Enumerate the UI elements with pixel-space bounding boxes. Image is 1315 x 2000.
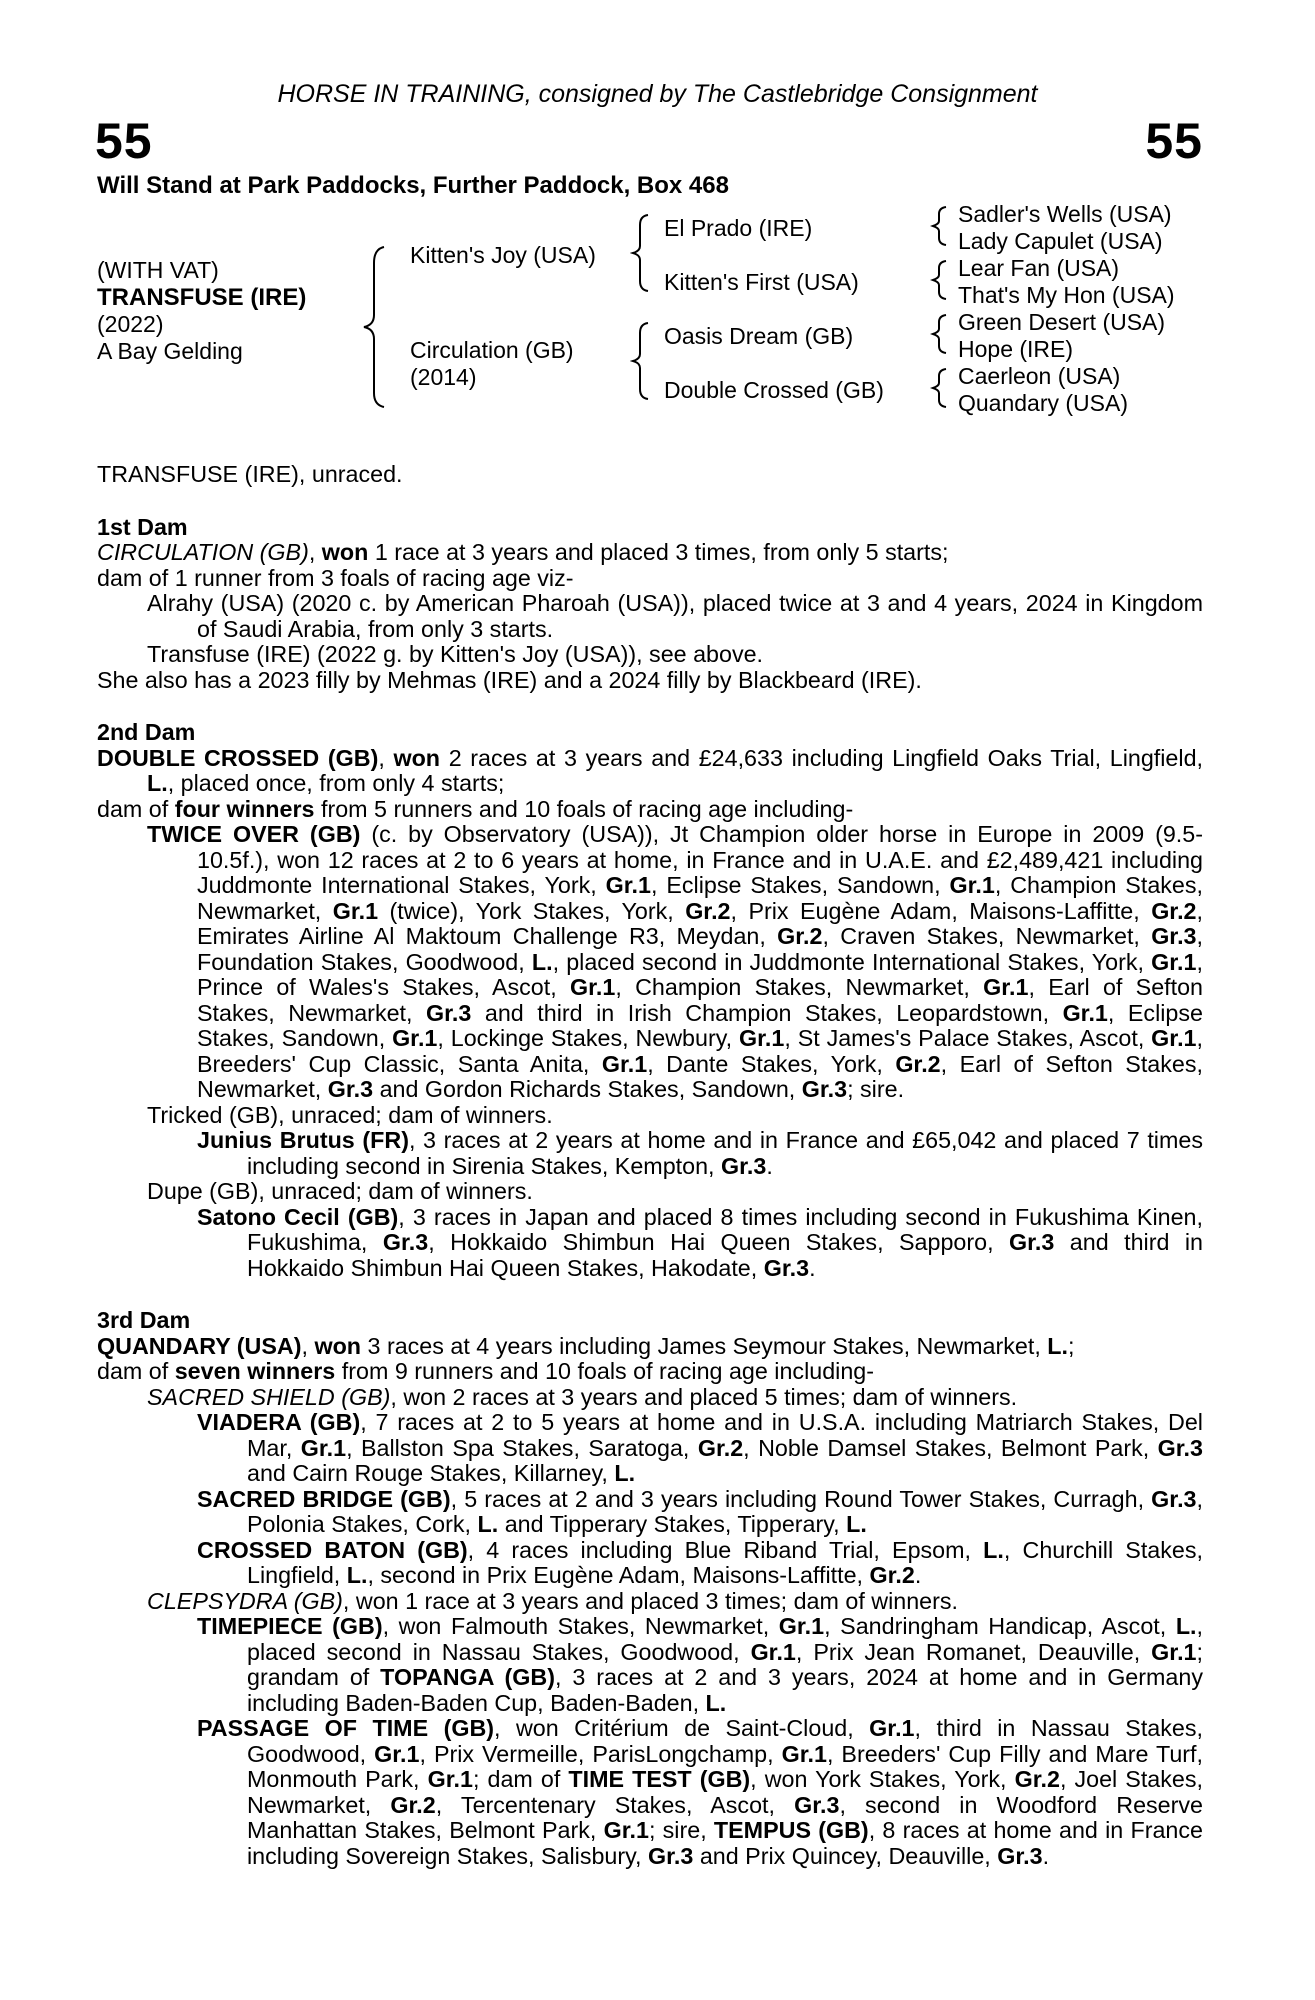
dam-year: (2014) (410, 364, 477, 390)
second-dam-record: DOUBLE CROSSED (GB), won 2 races at 3 years and £24,633 including Lingfield Oaks Trial, Lingfield, L., placed once, from only 4 starts; (97, 744, 1203, 796)
produce-crossed-baton: CROSSED BATON (GB), 4 races including Blue Riband Trial, Epsom, L., Churchill Stakes, Lingfield, L., second in Prix Eugène Adam, Maisons-Laffitte, Gr.2. (197, 1536, 1203, 1588)
first-dam-also: She also has a 2023 filly by Mehmas (IRE) and a 2024 filly by Blackbeard (IRE). (97, 666, 922, 693)
first-dam-name: CIRCULATION (GB) (97, 539, 309, 565)
produce-viadera: VIADERA (GB), 7 races at 2 to 5 years at home and in U.S.A. including Matriarch Stakes, Del Mar, Gr.1, Ballston Spa Stakes, Saratoga, Gr.2, Noble Damsel Stakes, Belmont Park, Gr.3 and Cairn Rouge Stakes, Killarney, L. (197, 1409, 1203, 1486)
sire-dam: Kitten's First (USA) (664, 269, 859, 295)
pedigree-brace-g3 (930, 313, 952, 355)
third-dam-record: QUANDARY (USA), won 3 races at 4 years including James Seymour Stakes, Newmarket, L.; (97, 1332, 1075, 1359)
ancestor-7: Caerleon (USA) (958, 363, 1121, 389)
ancestor-5: Green Desert (USA) (958, 309, 1166, 335)
produce-alrahy: Alrahy (USA) (2020 c. by American Pharoah (USA)), placed twice at 3 and 4 years, 2024 in Kingdom of Saudi Arabia, from only 3 starts. (147, 590, 1203, 642)
first-dam-record: CIRCULATION (GB), won 1 race at 3 years and placed 3 times, from only 5 starts; (97, 539, 949, 565)
ancestor-6: Hope (IRE) (958, 336, 1074, 362)
first-dam-produce: dam of 1 runner from 3 foals of racing age viz- (97, 564, 574, 591)
produce-tricked: Tricked (GB), unraced; dam of winners. (147, 1101, 553, 1128)
second-dam-heading: 2nd Dam (97, 719, 196, 745)
lot-number-right: 55 (1145, 113, 1203, 169)
sire-sire: El Prado (IRE) (664, 215, 813, 241)
vat-note: (WITH VAT) (97, 257, 219, 283)
pedigree-brace-g4 (930, 367, 952, 409)
intro-line: TRANSFUSE (IRE), unraced. (97, 461, 403, 487)
pedigree-brace-main (360, 245, 390, 410)
first-dam-heading: 1st Dam (97, 513, 188, 540)
pedigree-brace-sire (630, 213, 654, 293)
produce-twice-over: TWICE OVER (GB) (c. by Observatory (USA)), Jt Champion older horse in Europe in 2009 (9.5-10.5f.), won 12 races at 2 to 6 years at home, in France and in U.A.E. and £2,489,421 including Juddmonte International Stakes, York, Gr.1, Eclipse Stakes, Sandown, Gr.1, Champion Stakes, Newmarket, Gr.1 (twice), York Stakes, York, Gr.2, Prix Eugène Adam, Maisons-Laffitte, Gr.2, Emirates Airline Al Maktoum Challenge R3, Meydan, Gr.2, Craven Stakes, Newmarket, Gr.3, Foundation Stakes, Goodwood, L., placed second in Juddmonte International Stakes, York, Gr.1, Prince of Wales's Stakes, Ascot, Gr.1, Champion Stakes, Newmarket, Gr.1, Earl of Sefton Stakes, Newmarket, Gr.3 and third in Irish Champion Stakes, Leopardstown, Gr.1, Eclipse Stakes, Sandown, Gr.1, Lockinge Stakes, Newbury, Gr.1, St James's Palace Stakes, Ascot, Gr.1, Breeders' Cup Classic, Santa Anita, Gr.1, Dante Stakes, York, Gr.2, Earl of Sefton Stakes, Newmarket, Gr.3 and Gordon Richards Stakes, Sandown, Gr.3; sire. (147, 821, 1204, 1102)
ancestor-1: Sadler's Wells (USA) (958, 201, 1172, 227)
dam-sire: Oasis Dream (GB) (664, 323, 854, 349)
produce-clepsydra: CLEPSYDRA (GB), won 1 race at 3 years and placed 3 times; dam of winners. (147, 1587, 959, 1614)
produce-timepiece: TIMEPIECE (GB), won Falmouth Stakes, Newmarket, Gr.1, Sandringham Handicap, Ascot, L., placed second in Nassau Stakes, Goodwood, Gr.1, Prix Jean Romanet, Deauville, Gr.1; grandam of TOPANGA (GB), 3 races at 2 and 3 years, 2024 at home and in Germany including Baden-Baden Cup, Baden-Baden, L. (197, 1613, 1204, 1716)
dam: Circulation (GB) (410, 337, 574, 363)
pedigree-brace-dam (630, 321, 654, 401)
third-dam-produce: dam of seven winners from 9 runners and 10 foals of racing age including- (97, 1358, 875, 1384)
pedigree-brace-g2 (930, 259, 952, 301)
dam-dam: Double Crossed (GB) (664, 377, 884, 403)
produce-sacred-shield: SACRED SHIELD (GB), won 2 races at 3 years and placed 5 times; dam of winners. (147, 1383, 1018, 1410)
race-record (97, 462, 1203, 1869)
second-dam-produce: dam of four winners from 5 runners and 10 foals of racing age including- (97, 795, 854, 822)
lot-number-left: 55 (95, 113, 153, 169)
third-dam-heading: 3rd Dam (97, 1307, 191, 1333)
produce-passage-of-time: PASSAGE OF TIME (GB), won Critérium de Saint-Cloud, Gr.1, third in Nassau Stakes, Goodwood, Gr.1, Prix Vermeille, ParisLongchamp, Gr.1, Breeders' Cup Filly and Mare Turf, Monmouth Park, Gr.1; dam of TIME TEST (GB), won York Stakes, York, Gr.2, Joel Stakes, Newmarket, Gr.2, Tercentenary Stakes, Ascot, Gr.3, second in Woodford Reserve Manhattan Stakes, Belmont Park, Gr.1; sire, TEMPUS (GB), 8 races at home and in France including Sovereign Stakes, Salisbury, Gr.3 and Prix Quincey, Deauville, Gr.3. (197, 1715, 1203, 1869)
horse-name: TRANSFUSE (IRE) (97, 284, 307, 311)
produce-satono-cecil: Satono Cecil (GB), 3 races in Japan and placed 8 times including second in Fukushima Kinen, Fukushima, Gr.3, Hokkaido Shimbun Hai Queen Stakes, Sapporo, Gr.3 and third in Hokkaido Shimbun Hai Queen Stakes, Hakodate, Gr.3. (197, 1203, 1203, 1281)
produce-dupe: Dupe (GB), unraced; dam of winners. (147, 1178, 533, 1204)
ancestor-8: Quandary (USA) (958, 390, 1129, 416)
ancestor-3: Lear Fan (USA) (958, 255, 1120, 281)
produce-sacred-bridge: SACRED BRIDGE (GB), 5 races at 2 and 3 years including Round Tower Stakes, Curragh, Gr.3, Polonia Stakes, Cork, L. and Tipperary Stakes, Tipperary, L. (197, 1485, 1203, 1537)
horse-description: A Bay Gelding (97, 338, 243, 364)
stand-location: Will Stand at Park Paddocks, Further Paddock, Box 468 (97, 172, 729, 199)
sire: Kitten's Joy (USA) (410, 242, 596, 268)
produce-junius-brutus: Junius Brutus (FR), 3 races at 2 years at home and in France and £65,042 and placed 7 times including second in Sirenia Stakes, Kempton, Gr.3. (197, 1127, 1203, 1179)
ancestor-2: Lady Capulet (USA) (958, 228, 1163, 254)
consignment-header: HORSE IN TRAINING, consigned by The Castlebridge Consignment (277, 80, 1038, 108)
pedigree-brace-g1 (930, 205, 952, 247)
produce-transfuse: Transfuse (IRE) (2022 g. by Kitten's Joy (USA)), see above. (147, 641, 764, 667)
horse-year: (2022) (97, 311, 164, 337)
ancestor-4: That's My Hon (USA) (958, 282, 1175, 308)
